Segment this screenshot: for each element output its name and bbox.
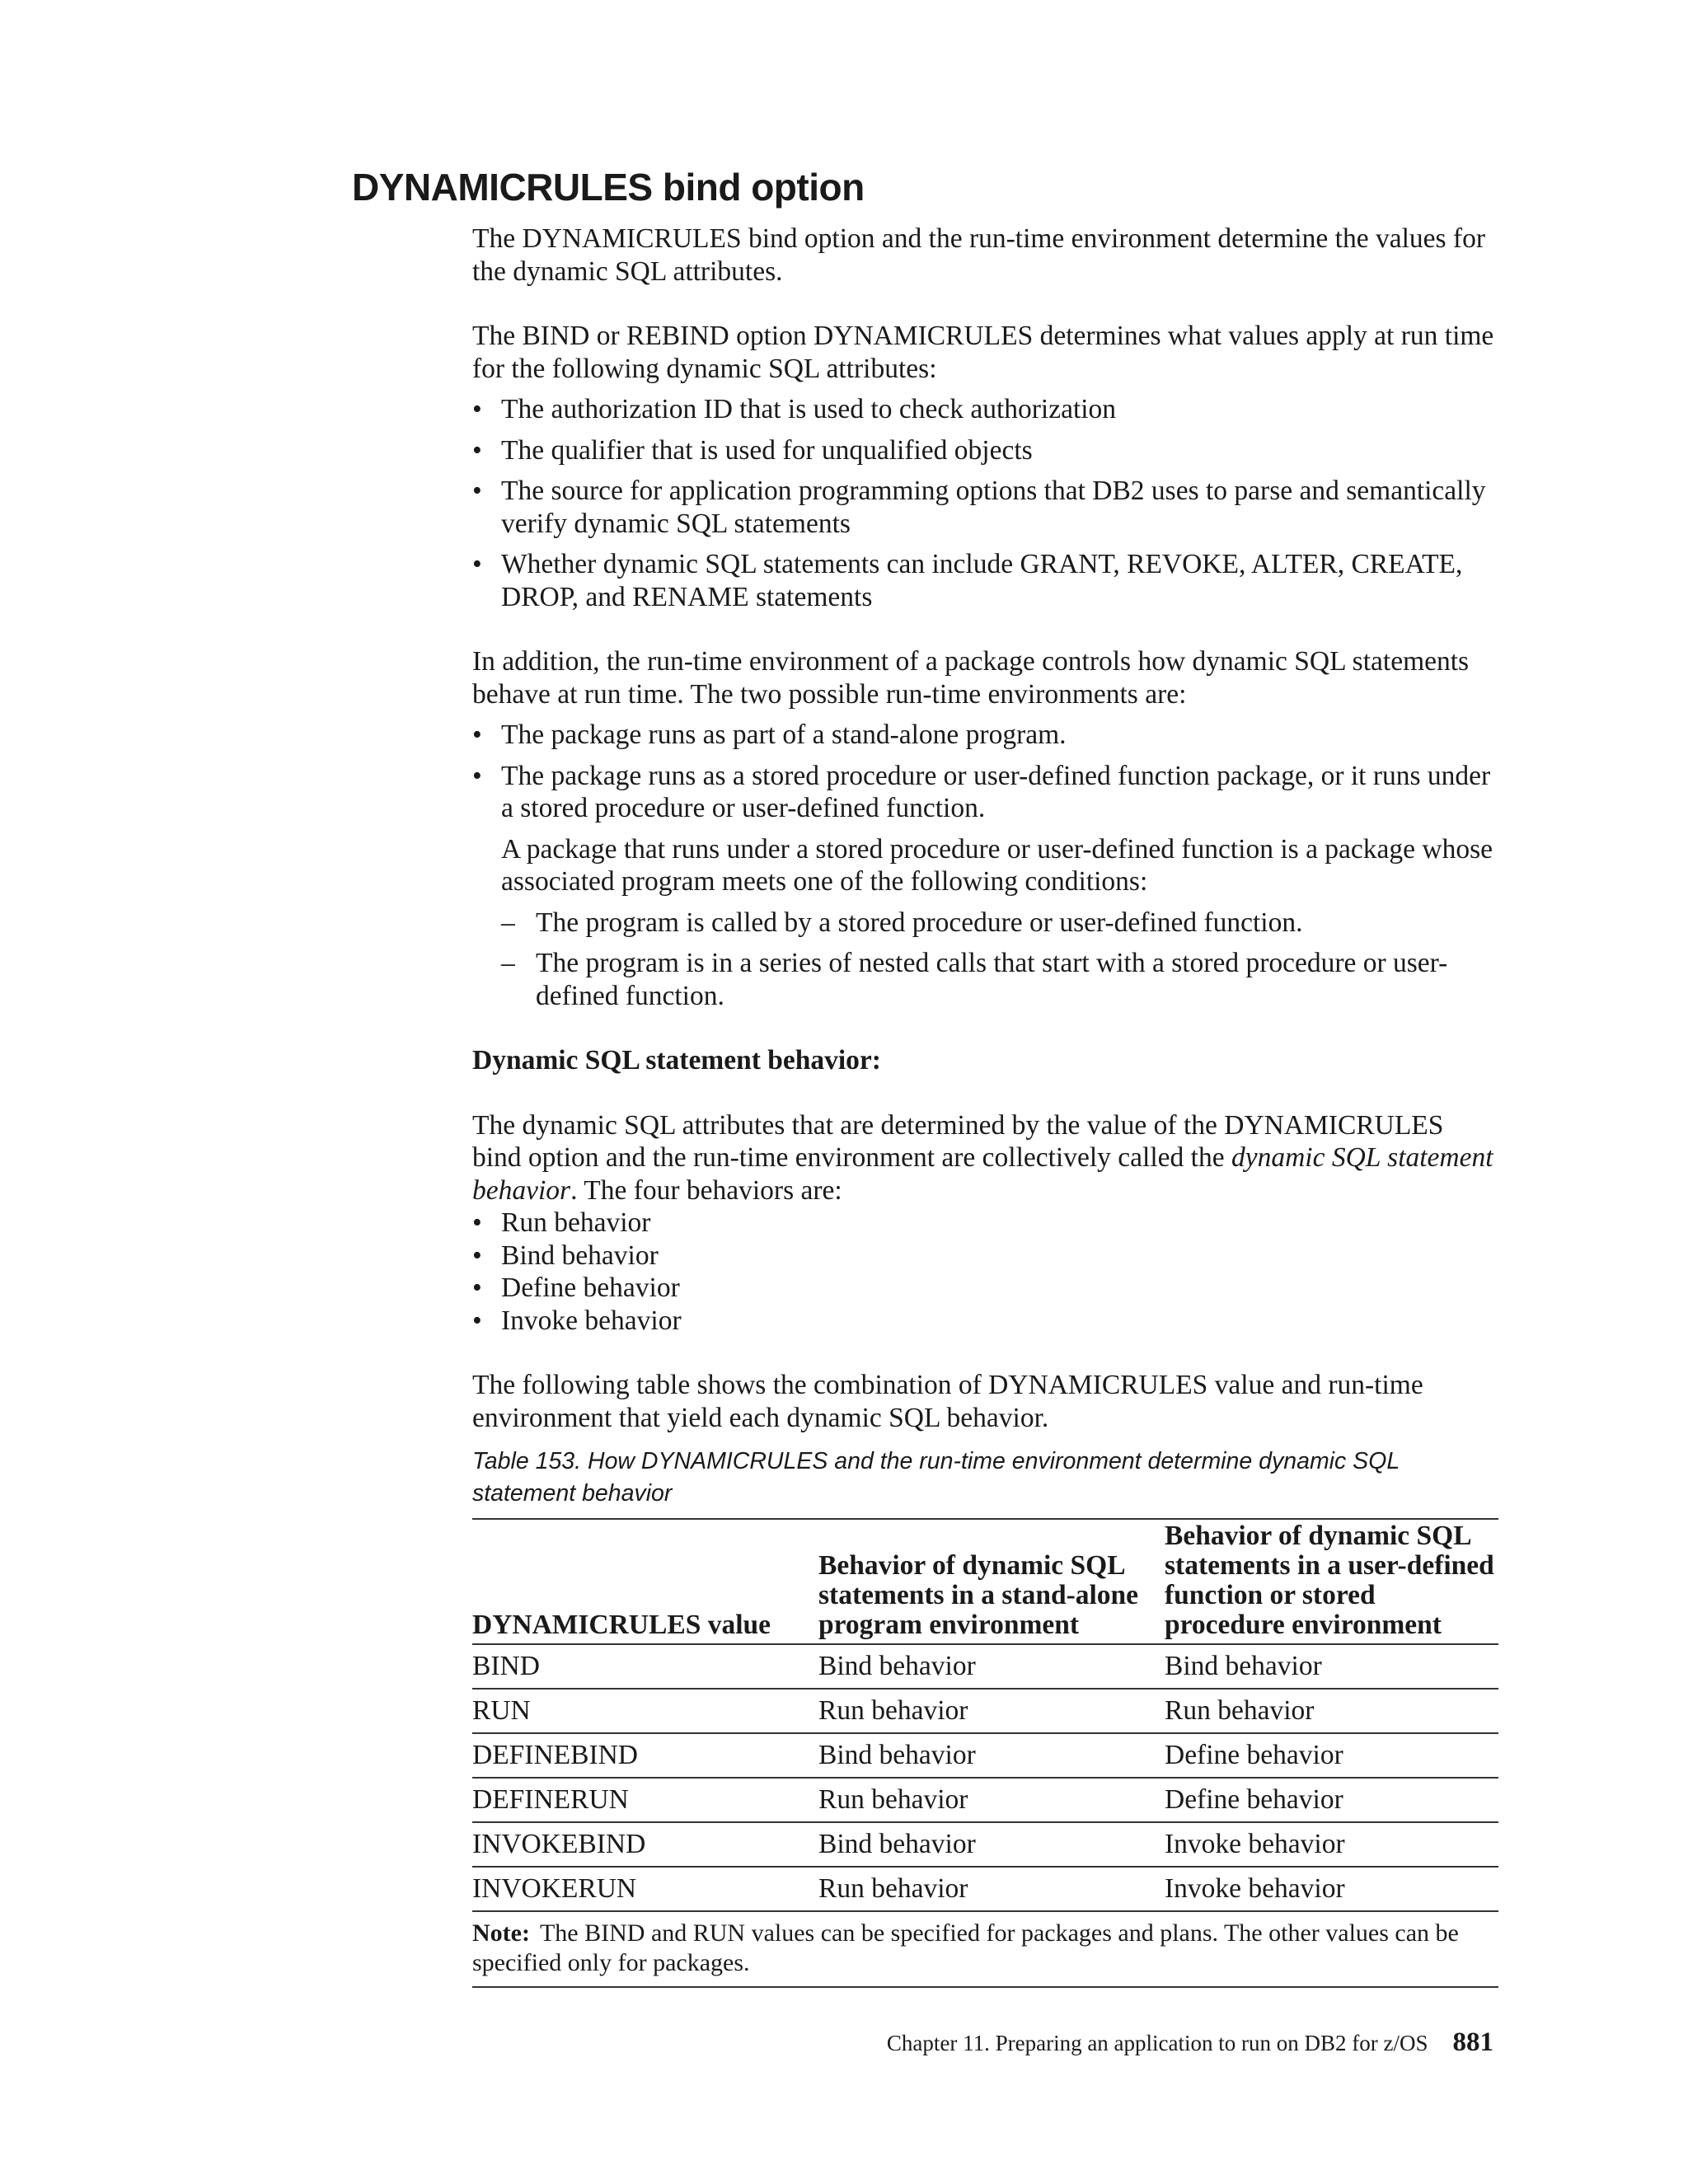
table-cell: Define behavior (1165, 1740, 1343, 1770)
table-cell: Invoke behavior (1165, 1873, 1345, 1904)
table-note (472, 1912, 1498, 1988)
dynamicrules-table (472, 1518, 1498, 1912)
table-cell: RUN (472, 1695, 531, 1726)
list-item: • Bind behavior (472, 1240, 1498, 1272)
environment-sub-paragraph: A package that runs under a stored procedure or user-defined function is a package whose associated program meets one of the following conditions: (501, 833, 1493, 897)
table-row (472, 1867, 1498, 1911)
environment-list (472, 719, 1498, 1012)
chapter-title: Chapter 11. Preparing an application to run on DB2 for z/OS (886, 2031, 1428, 2055)
table-row (472, 1822, 1498, 1867)
list-item: • The package runs as part of a stand-alone program. (472, 719, 1498, 752)
table-cell: BIND (472, 1651, 540, 1681)
list-item: – The program is in a series of nested calls that start with a stored procedure or user-defined function. (501, 947, 1498, 1012)
list-item: • Run behavior (472, 1207, 1498, 1240)
table-cell: Invoke behavior (1165, 1829, 1345, 1859)
table-cell: Run behavior (818, 1873, 968, 1904)
list-item: • The authorization ID that is used to check authorization (472, 393, 1498, 426)
paragraph-runtime-environment: In addition, the run-time environment of a package controls how dynamic SQL statements behave at run time. The two possible run-time environments are: (472, 646, 1470, 710)
paragraph-dynamicrules: The BIND or REBIND option DYNAMICRULES determines what values apply at run time for the following dynamic SQL attributes: (472, 321, 1494, 384)
list-item: • The source for application programming options that DB2 uses to parse and semantically verify dynamic SQL statements (472, 475, 1498, 540)
table-cell: DEFINERUN (472, 1784, 629, 1815)
list-item: • Define behavior (472, 1272, 1498, 1305)
note-label: Note: (472, 1919, 530, 1947)
table-cell: INVOKEBIND (472, 1829, 646, 1859)
table-caption: Table 153. How DYNAMICRULES and the run-time environment determine dynamic SQL statement behavior (472, 1448, 1400, 1507)
list-item: • Whether dynamic SQL statements can include GRANT, REVOKE, ALTER, CREATE, DROP, and RENAME statements (472, 548, 1498, 613)
table-cell: Run behavior (818, 1695, 968, 1726)
list-item: • Invoke behavior (472, 1305, 1498, 1338)
table-row (472, 1644, 1498, 1689)
table-cell: Bind behavior (818, 1740, 976, 1770)
list-item-text: The package runs as a stored procedure or user-defined function package, or it runs under a stored procedure or user-defined function. (501, 760, 1491, 823)
table-row (472, 1733, 1498, 1778)
behavior-term: dynamic SQL statement behavior (472, 1142, 1493, 1206)
table-cell: Define behavior (1165, 1784, 1343, 1815)
table-cell: Run behavior (818, 1784, 968, 1815)
note-text: The BIND and RUN values can be specified for packages and plans. The other values can be specified only for packages. (472, 1919, 1459, 1976)
paragraph-table-intro: The following table shows the combination of DYNAMICRULES value and run-time environment that yield each dynamic SQL behavior. (472, 1370, 1423, 1433)
table-cell: Bind behavior (818, 1829, 976, 1859)
column-header: Behavior of dynamic SQL statements in a stand-alone program environment (818, 1550, 1139, 1640)
body-text (472, 223, 1498, 1988)
section-heading: DYNAMICRULES bind option (352, 166, 865, 209)
table-cell: Run behavior (1165, 1695, 1315, 1726)
table-header-row (472, 1519, 1498, 1644)
table-cell: DEFINEBIND (472, 1740, 638, 1770)
table-cell: Bind behavior (1165, 1651, 1322, 1681)
page-number: 881 (1452, 2027, 1493, 2057)
condition-list (501, 907, 1498, 1013)
intro-paragraph: The DYNAMICRULES bind option and the run-time environment determine the values for the dynamic SQL attributes. (472, 223, 1485, 287)
attribute-list (472, 393, 1498, 613)
table-row (472, 1778, 1498, 1822)
paragraph-behavior (472, 1109, 1498, 1207)
list-item: • The qualifier that is used for unqualified objects (472, 434, 1498, 467)
column-header: Behavior of dynamic SQL statements in a user-defined function or stored procedure environment (1165, 1521, 1494, 1640)
subheading: Dynamic SQL statement behavior: (472, 1045, 881, 1076)
behavior-text-start: The dynamic SQL attributes that are determined by the value of the DYNAMICRULES bind option and the run-time environment are collectively called the (472, 1109, 1444, 1173)
table-cell: Bind behavior (818, 1651, 976, 1681)
behavior-list (472, 1207, 1498, 1337)
behavior-text-end: . The four behaviors are: (570, 1174, 842, 1206)
table-cell: INVOKERUN (472, 1873, 637, 1904)
list-item: – The program is called by a stored procedure or user-defined function. (501, 907, 1498, 940)
column-header: DYNAMICRULES value (472, 1610, 771, 1640)
table-row (472, 1689, 1498, 1733)
list-item (472, 760, 1498, 1013)
page-footer (887, 2027, 1493, 2058)
